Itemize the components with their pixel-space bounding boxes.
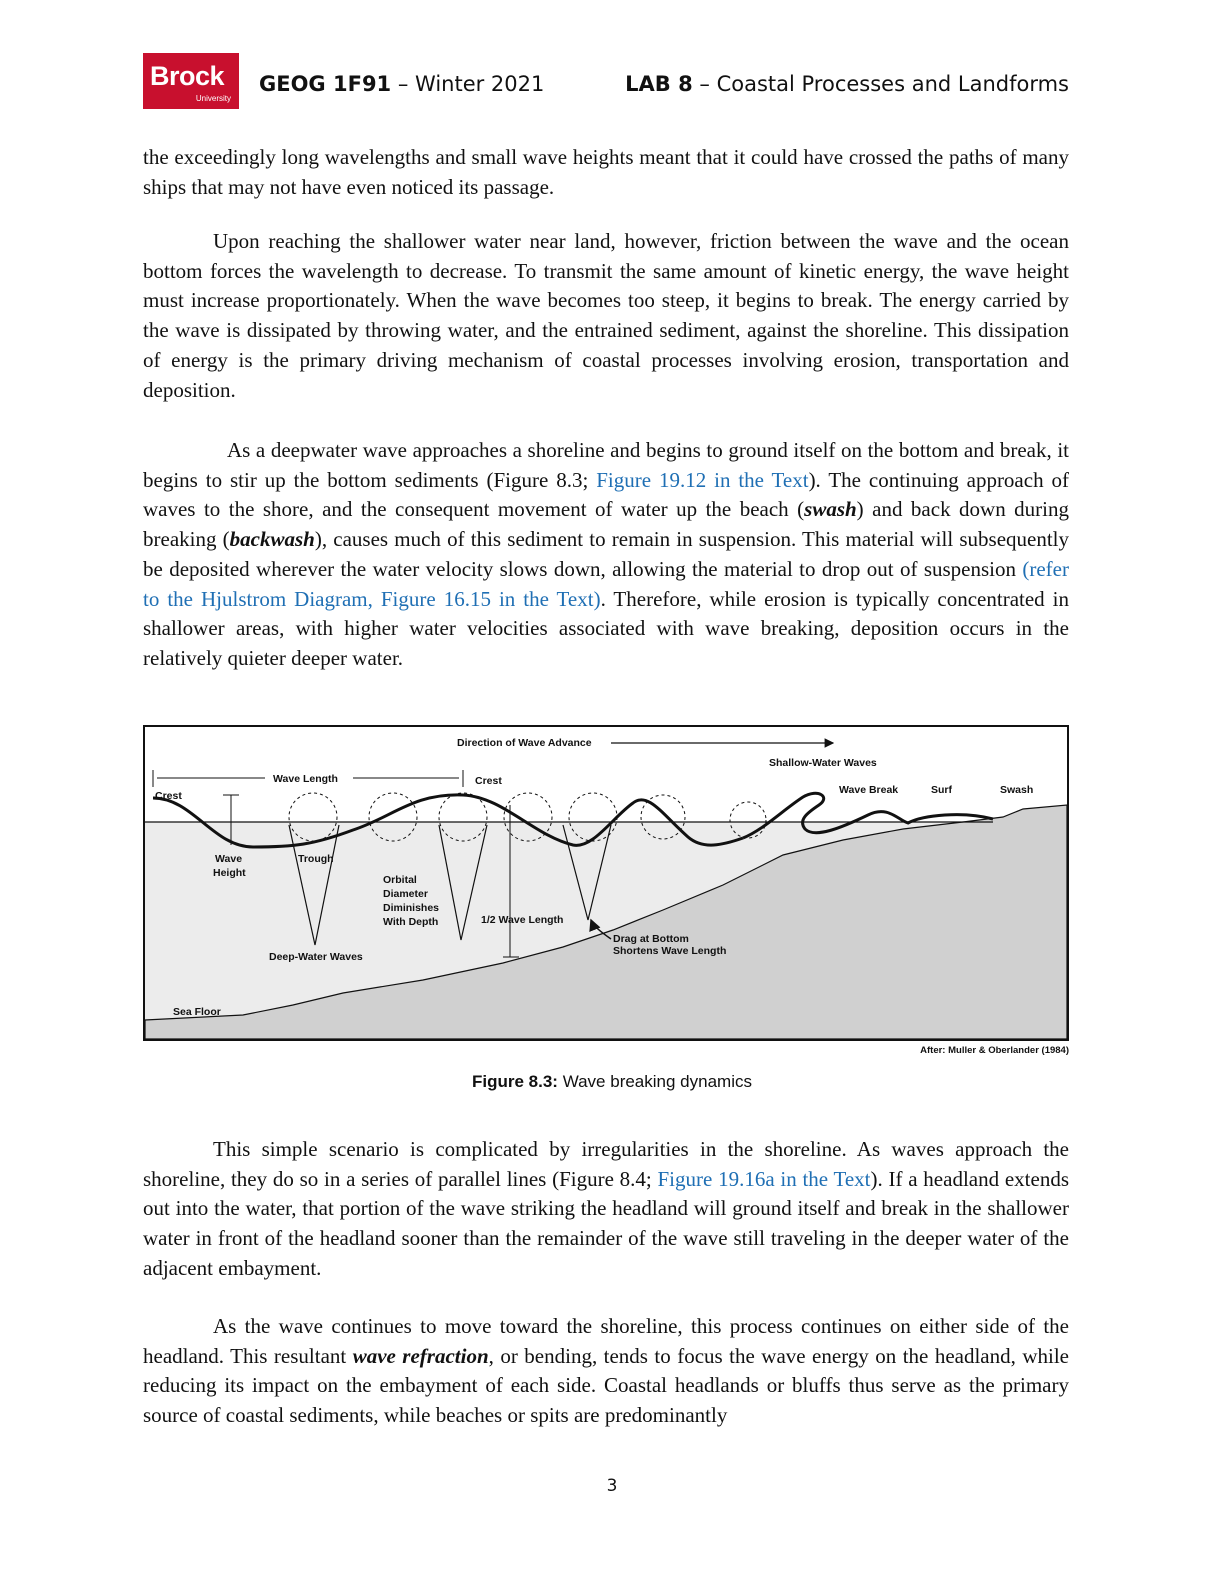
paragraph-3-text-a: As a deepwater wave approaches a shoreline and begins to ground itself on the bottom and break, it begins to stir up the bottom sediments (Figure 8.3; (143, 438, 1069, 492)
paragraph-2-text: Upon reaching the shallower water near land, however, friction between the wave and the ocean bottom forces the wavelength to decrease. To transmit the same amount of kinetic energy, the wave height must increase proportionately. When the wave becomes too steep, it begins to break. The energy carried by the wave is dissipated by throwing water, and the entrained sediment, against the shoreline. This dissipation of energy is the primary driving mechanism of coastal processes involving erosion, transportation and deposition. (143, 229, 1069, 402)
paragraph-5-text-a: As the wave continues to move toward the shoreline, this process continues on either side of the headland. This resultant (143, 1314, 1069, 1368)
brock-logo (143, 53, 239, 109)
label-orbital-4: With Depth (383, 916, 439, 928)
paragraph-4-text-b: ). If a headland extends out into the water, that portion of the wave striking the headland will ground itself and break in the shallower water in front of the headland sooner than the remainder of the wave still traveling in the deeper water of the adjacent embayment. (143, 1166, 1069, 1280)
caption-label: Figure 8.3: (472, 1072, 558, 1091)
label-wave-break: Wave Break (839, 784, 899, 796)
label-half-wave-length: 1/2 Wave Length (481, 914, 564, 926)
figure-credit: After: Muller & Oberlander (1984) (920, 1045, 1069, 1056)
link-figure-19-16a[interactable]: Figure 19.16a in the Text (657, 1166, 871, 1191)
paragraph-3-text-d: ), causes much of this sediment to remain in suspension. This material will subsequently be deposited wherever the water velocity slows down, allowing the material to drop out of suspension (143, 527, 1070, 581)
paragraph-4 (143, 1135, 1069, 1284)
label-orbital-3: Diminishes (383, 902, 440, 914)
label-wave-height-2: Height (213, 867, 246, 879)
label-crest-left: Crest (155, 790, 182, 802)
term-backwash: backwash (229, 527, 315, 552)
figure-caption (0, 1072, 1224, 1092)
paragraph-3-text-e: . Therefore, while erosion is typically concentrated in shallower areas, with higher water velocities associated with wave breaking, deposition occurs in the relatively quieter deeper water. (143, 586, 1070, 670)
paragraph-3-text-c: ) and back down during breaking ( (143, 497, 1069, 552)
label-orbital-2: Diameter (383, 888, 428, 900)
link-figure-19-12[interactable]: Figure 19.12 in the Text (596, 467, 809, 492)
course-code: GEOG 1F91 (259, 72, 392, 96)
paragraph-5 (143, 1312, 1069, 1431)
label-orbital-1: Orbital (383, 874, 417, 886)
term-wave-refraction: wave refraction (352, 1343, 489, 1368)
lab-header (625, 72, 1069, 96)
paragraph-1: the exceedingly long wavelengths and small wave heights meant that it could have crossed the paths of many ships that may not have even noticed its passage. (143, 145, 1069, 199)
term-swash: swash (804, 497, 857, 522)
label-sea-floor: Sea Floor (173, 1006, 221, 1018)
figure-wave-breaking (143, 725, 1069, 1043)
logo-sub: University (195, 94, 231, 103)
page-number: 3 (606, 1476, 618, 1496)
caption-text: Wave breaking dynamics (557, 1072, 752, 1091)
label-wave-length: Wave Length (273, 773, 338, 785)
lab-title: – Coastal Processes and Landforms (692, 72, 1069, 96)
label-wave-height-1: Wave (215, 853, 243, 865)
label-direction: Direction of Wave Advance (457, 737, 592, 749)
label-crest-mid: Crest (475, 775, 502, 787)
paragraph-5-text-b: , or bending, tends to focus the wave energy on the headland, while reducing its impact on the embayment of each side. Coastal headlands or bluffs thus serve as the primary source of coastal sediments, while beaches or spits are predominantly (143, 1343, 1069, 1428)
paragraph-2 (143, 227, 1069, 405)
paragraph-3-text-b: ). The continuing approach of waves to the shore, and the consequent movement of water up the beach ( (143, 467, 1069, 522)
label-swash: Swash (1000, 784, 1034, 796)
course-header (259, 72, 544, 96)
label-shallow-water: Shallow-Water Waves (769, 757, 877, 769)
label-trough: Trough (298, 853, 334, 865)
label-surf: Surf (931, 784, 952, 796)
logo-name: Brock (150, 61, 225, 91)
lab-number: LAB 8 (625, 72, 693, 96)
link-hjulstrom-diagram[interactable]: (refer to the Hjulstrom Diagram, Figure 16.15 in the Text) (143, 556, 1069, 611)
label-drag-2: Shortens Wave Length (613, 945, 727, 957)
paragraph-4-text-a: This simple scenario is complicated by irregularities in the shoreline. As waves approach the shoreline, they do so in a series of parallel lines (Figure 8.4; (143, 1137, 1069, 1191)
label-drag-1: Drag at Bottom (613, 933, 689, 945)
paragraph-3 (143, 436, 1069, 674)
label-deep-water: Deep-Water Waves (269, 951, 363, 963)
course-term: – Winter 2021 (391, 72, 545, 96)
